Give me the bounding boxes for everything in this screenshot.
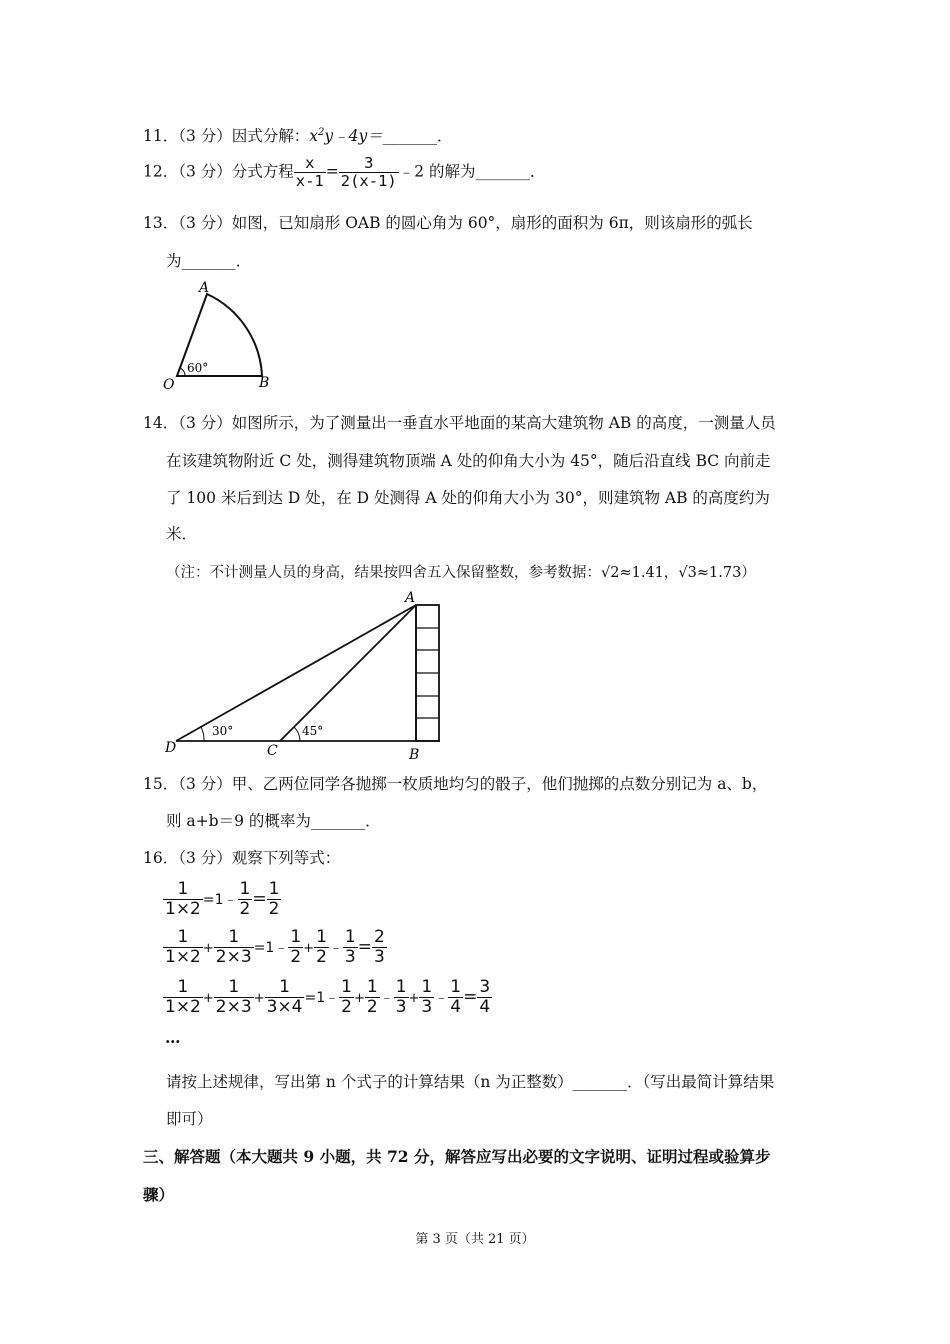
- arc-30: [201, 727, 204, 741]
- q15-line-2: [166, 809, 381, 831]
- eq1-den: 1×2: [165, 898, 201, 919]
- q12-blank: _______: [475, 162, 530, 181]
- eq1-num2: 1: [239, 879, 251, 899]
- eq1-eq: =: [252, 889, 267, 910]
- sector-angle-arc: [180, 368, 185, 376]
- q12-tail: ﹣2 的解为: [398, 162, 476, 181]
- section-3-heading: 三、解答题（本大题共 9 小题，共 72 分，解答应写出必要的文字说明、证明过程或验算步: [143, 1147, 771, 1166]
- label-A: A: [405, 590, 416, 606]
- q14-line-2: 在该建筑物附近 C 处，测得建筑物顶端 A 处的仰角大小为 45°，随后沿直线 BC 向前走: [166, 452, 771, 470]
- sector-angle-label: 60°: [187, 361, 209, 375]
- label-B-sector: B: [259, 375, 270, 391]
- label-A-sector: A: [199, 280, 210, 296]
- q14-line-3: 了 100 米后到达 D 处，在 D 处测得 A 处的仰角大小为 30°，则建筑物 AB 的高度约为: [166, 489, 770, 507]
- building-figure: [160, 588, 450, 763]
- sector-figure: [155, 278, 285, 393]
- q15-period: ．: [365, 812, 381, 830]
- q16-equation-1: [163, 880, 281, 918]
- eq1-den2: 2: [239, 898, 251, 919]
- q15-prefix: 则 a+b＝9 的概率为: [166, 812, 311, 830]
- q12-denominator-1: x-1: [295, 172, 324, 191]
- eq1-den3: 2: [268, 898, 280, 919]
- question-12: [143, 155, 545, 190]
- q15-line-1: 15．（3 分）甲、乙两位同学各抛掷一枚质地均匀的骰子，他们抛掷的点数分别记为 a、b，: [143, 775, 768, 793]
- q11-period: ．: [437, 127, 453, 145]
- q16-ellipsis: …: [165, 1028, 181, 1047]
- arc-45: [294, 727, 300, 741]
- angle-45-label: 45°: [302, 724, 324, 738]
- page-footer: 第 3 页（共 21 页）: [415, 1232, 535, 1247]
- q12-period: ．: [529, 162, 546, 181]
- q14-line-1: 14．（3 分）如图所示，为了测量出一垂直水平地面的某高大建筑物 AB 的高度，一测量人员: [143, 414, 776, 432]
- label-B: B: [409, 747, 420, 763]
- q14-note: （注：不计测量人员的身高，结果按四舍五入保留整数，参考数据：√2≈1.41，√3≈1.73）: [166, 565, 756, 581]
- q11-expression: $x^2y﹣4y=$: [309, 126, 383, 145]
- question-11: [143, 124, 453, 146]
- line-CA: [280, 605, 416, 741]
- q16-ask-line-2: 即可）: [166, 1110, 213, 1128]
- line-DA: [176, 605, 416, 741]
- q12-fraction-2: [339, 155, 399, 190]
- q12-numerator-1: x: [294, 155, 326, 173]
- q13-line-1: 13．（3 分）如图，已知扇形 OAB 的圆心角为 60°，扇形的面积为 6π，则该扇形的弧长: [143, 214, 753, 232]
- q16-blank: _______: [572, 1073, 627, 1091]
- q12-fraction-1: [294, 155, 326, 190]
- eq1-num: 1: [163, 880, 203, 900]
- q13-blank: _______: [181, 252, 236, 270]
- q16-equation-3: $\frac{1}{1\times 2}$ + $\frac{1}{2\times 3}$ + $\frac{1}{3\times 4}$ =1﹣ $\frac{1}{2}$ + $\frac{1}{2}$ ﹣ $\frac{1}{3}$ + $\frac{1}{3}$ ﹣ $\frac{1}{4}$ = $\frac{3}{4}$: [165, 977, 491, 1017]
- q16-equation-2: $\frac{1}{1\times 2}$ + $\frac{1}{2\times 3}$ =1﹣ $\frac{1}{2}$ + $\frac{1}{2}$ ﹣ $\frac{1}{3}$ = $\frac{2}{3}$: [165, 927, 385, 967]
- q12-denominator-2: 2(x-1): [340, 172, 397, 191]
- q14-line-4: 米．: [166, 525, 198, 543]
- q11-label: 11．（3 分）因式分解：: [143, 127, 310, 145]
- angle-30-label: 30°: [212, 724, 234, 738]
- q16-ask-text: 请按上述规律，写出第 n 个式子的计算结果（n 为正整数）: [166, 1073, 573, 1091]
- q16-ask-tail: ．（写出最简计算结果: [627, 1073, 775, 1091]
- label-D: D: [165, 740, 177, 756]
- q11-blank: _______: [382, 127, 438, 145]
- q12-equals: =: [325, 162, 339, 181]
- q13-prefix: 为: [166, 252, 182, 270]
- eq1-mid: =1﹣: [202, 892, 238, 909]
- q13-period: ．: [235, 252, 252, 270]
- q16-line-1: 16．（3 分）观察下列等式：: [143, 849, 341, 867]
- eq1-num3: 1: [268, 879, 280, 899]
- q15-blank: _______: [310, 812, 366, 830]
- label-O: O: [163, 377, 175, 393]
- q13-line-2: [166, 249, 251, 271]
- q16-ask-line-1: [166, 1070, 774, 1092]
- q12-label: 12．（3 分）分式方程: [143, 162, 294, 181]
- building-floors: [416, 628, 439, 718]
- label-C: C: [267, 743, 278, 759]
- section-3-heading-cont: 骤）: [143, 1185, 175, 1204]
- q12-numerator-2: 3: [339, 155, 399, 173]
